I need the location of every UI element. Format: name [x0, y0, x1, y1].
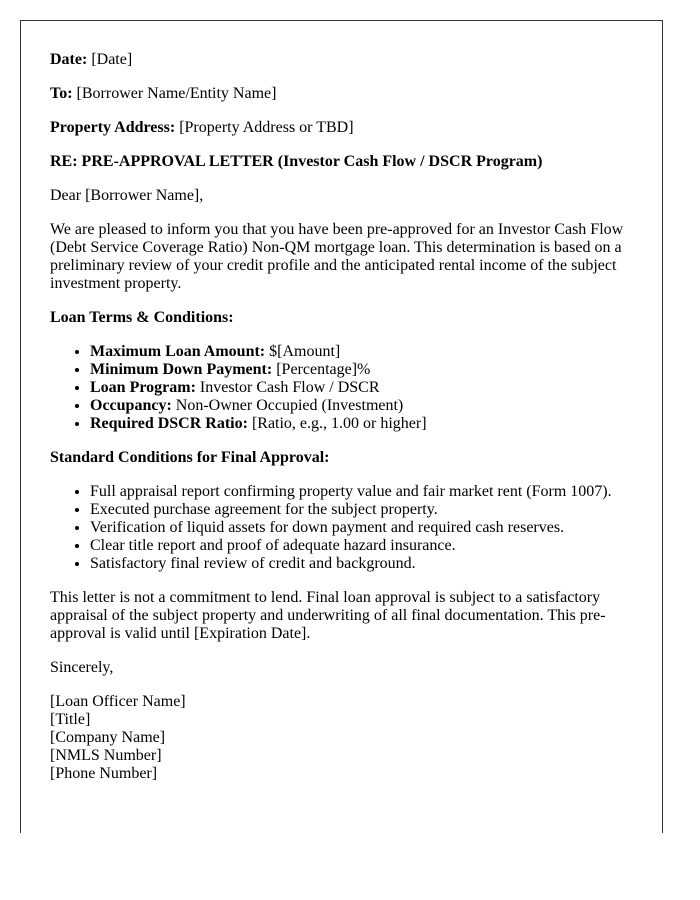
list-item: • Full appraisal report confirming property value and fair market rent (Form 1007). [90, 483, 633, 501]
disclaimer-paragraph: This letter is not a commitment to lend. Final loan approval is subject to a satisfactory appraisal of the subject property and underwriting of all final documentation. This pre-approval is valid until [Expiration Date]. [50, 589, 606, 642]
nmls-number: [NMLS Number] [50, 747, 162, 764]
loan-terms-list [50, 343, 633, 433]
conditions-heading: Standard Conditions for Final Approval: [50, 449, 330, 466]
property-address-line: Property Address: [Property Address or TBD] [50, 119, 354, 136]
intro-paragraph: We are pleased to inform you that you have been pre-approved for an Investor Cash Flow (Debt Service Coverage Ratio) Non-QM mortgage loan. This determination is based on a preliminary review of your credit profile and the anticipated rental income of the subject investment property. [50, 221, 624, 292]
closing: Sincerely, [50, 659, 114, 676]
title: [Title] [50, 711, 91, 728]
loan-officer-name: [Loan Officer Name] [50, 693, 186, 710]
phone-number: [Phone Number] [50, 765, 158, 782]
loan-terms-heading: Loan Terms & Conditions: [50, 309, 234, 326]
company-name: [Company Name] [50, 729, 166, 746]
list-item: • Loan Program: Investor Cash Flow / DSCR [90, 379, 633, 397]
list-item: • Occupancy: Non-Owner Occupied (Investment) [90, 397, 633, 415]
salutation: Dear [Borrower Name], [50, 187, 204, 204]
list-item: • Maximum Loan Amount: $[Amount] [90, 343, 633, 361]
list-item: • Minimum Down Payment: [Percentage]% [90, 361, 633, 379]
to-line: To: [Borrower Name/Entity Name] [50, 85, 277, 102]
date-line: Date: [Date] [50, 51, 133, 68]
signature-block [50, 693, 633, 783]
list-item: • Verification of liquid assets for down payment and required cash reserves. [90, 519, 633, 537]
conditions-list [50, 483, 633, 573]
re-line: RE: PRE-APPROVAL LETTER (Investor Cash Flow / DSCR Program) [50, 153, 543, 170]
letter-page [20, 20, 663, 833]
list-item: • Executed purchase agreement for the subject property. [90, 501, 633, 519]
list-item: • Required DSCR Ratio: [Ratio, e.g., 1.00 or higher] [90, 415, 633, 433]
list-item: • Clear title report and proof of adequate hazard insurance. [90, 537, 633, 555]
list-item: • Satisfactory final review of credit and background. [90, 555, 633, 573]
